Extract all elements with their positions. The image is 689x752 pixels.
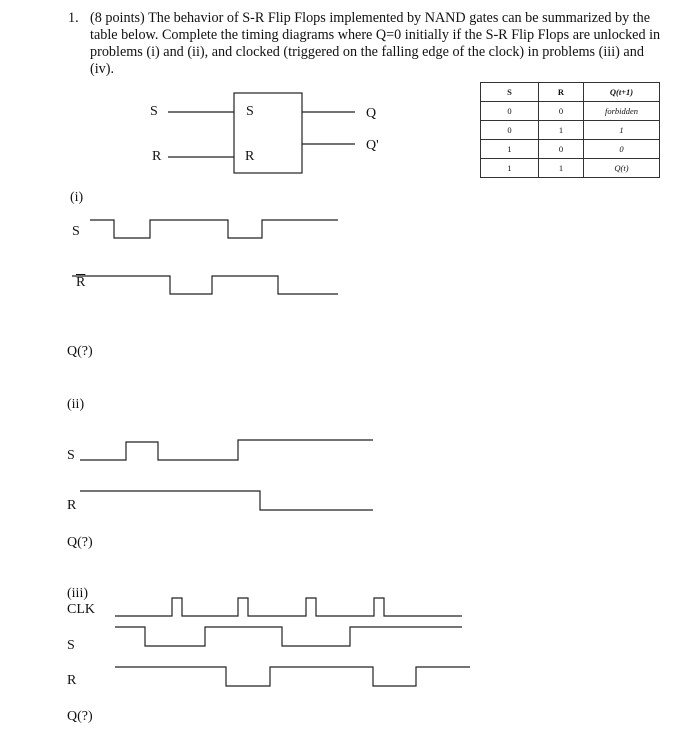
part3-r-waveform: [115, 667, 470, 686]
part3-label: (iii): [67, 586, 88, 601]
table-cell: forbidden: [584, 102, 660, 121]
part2-r-waveform: [80, 491, 373, 510]
diagram-r-input-label: R: [152, 149, 162, 164]
table-cell: 0: [539, 102, 584, 121]
table-cell: 0: [481, 102, 539, 121]
part1-r-label: $\overline{R}$: [76, 275, 86, 290]
part3-s-waveform: [115, 627, 462, 646]
part1-label: (i): [70, 190, 84, 205]
part3-clk-waveform: [115, 598, 462, 616]
part2-s-label: S: [67, 448, 75, 463]
table-cell: 1: [584, 121, 660, 140]
part2-q-label: Q(?): [67, 535, 93, 550]
table-header-r: R: [539, 83, 584, 102]
table-cell: 0: [481, 121, 539, 140]
table-cell: Q(t): [584, 159, 660, 178]
diagram-s-box-label: S: [246, 104, 254, 119]
diagram-qprime-label: Q': [366, 138, 379, 153]
table-cell: 1: [539, 159, 584, 178]
part2-s-waveform: [80, 440, 373, 460]
part3-clk-label: CLK: [67, 602, 95, 617]
part2-r-label: R: [67, 498, 77, 513]
table-cell: 1: [481, 140, 539, 159]
diagram-q-label: Q: [366, 106, 377, 121]
table-cell: 0: [539, 140, 584, 159]
part1-r-waveform: [72, 276, 338, 294]
part1-q-label: Q(?): [67, 344, 93, 359]
diagram-s-input-label: S: [150, 104, 158, 119]
diagram-r-box-label: R: [245, 149, 255, 164]
question-number: 1.: [68, 10, 79, 26]
question-text: (8 points) The behavior of S-R Flip Flops implemented by NAND gates can be summarized by the table below. Complete the timing diagrams where Q=0 initially if the S-R Flip Flops are unlocked in problems (i) and (ii), and clocked (triggered on the falling edge of the clock) in problems (iii) and (iv).: [90, 10, 661, 77]
table-header-s: S: [481, 83, 539, 102]
part2-label: (ii): [67, 397, 85, 412]
table-cell: 1: [481, 159, 539, 178]
table-cell: 0: [584, 140, 660, 159]
table-cell: 1: [539, 121, 584, 140]
part1-s-waveform: [90, 220, 338, 238]
part3-s-label: S: [67, 638, 75, 653]
part3-r-label: R: [67, 673, 77, 688]
table-header-q: Q(t+1): [584, 83, 660, 102]
part3-q-label: Q(?): [67, 709, 93, 724]
part1-s-label: S: [72, 224, 80, 239]
